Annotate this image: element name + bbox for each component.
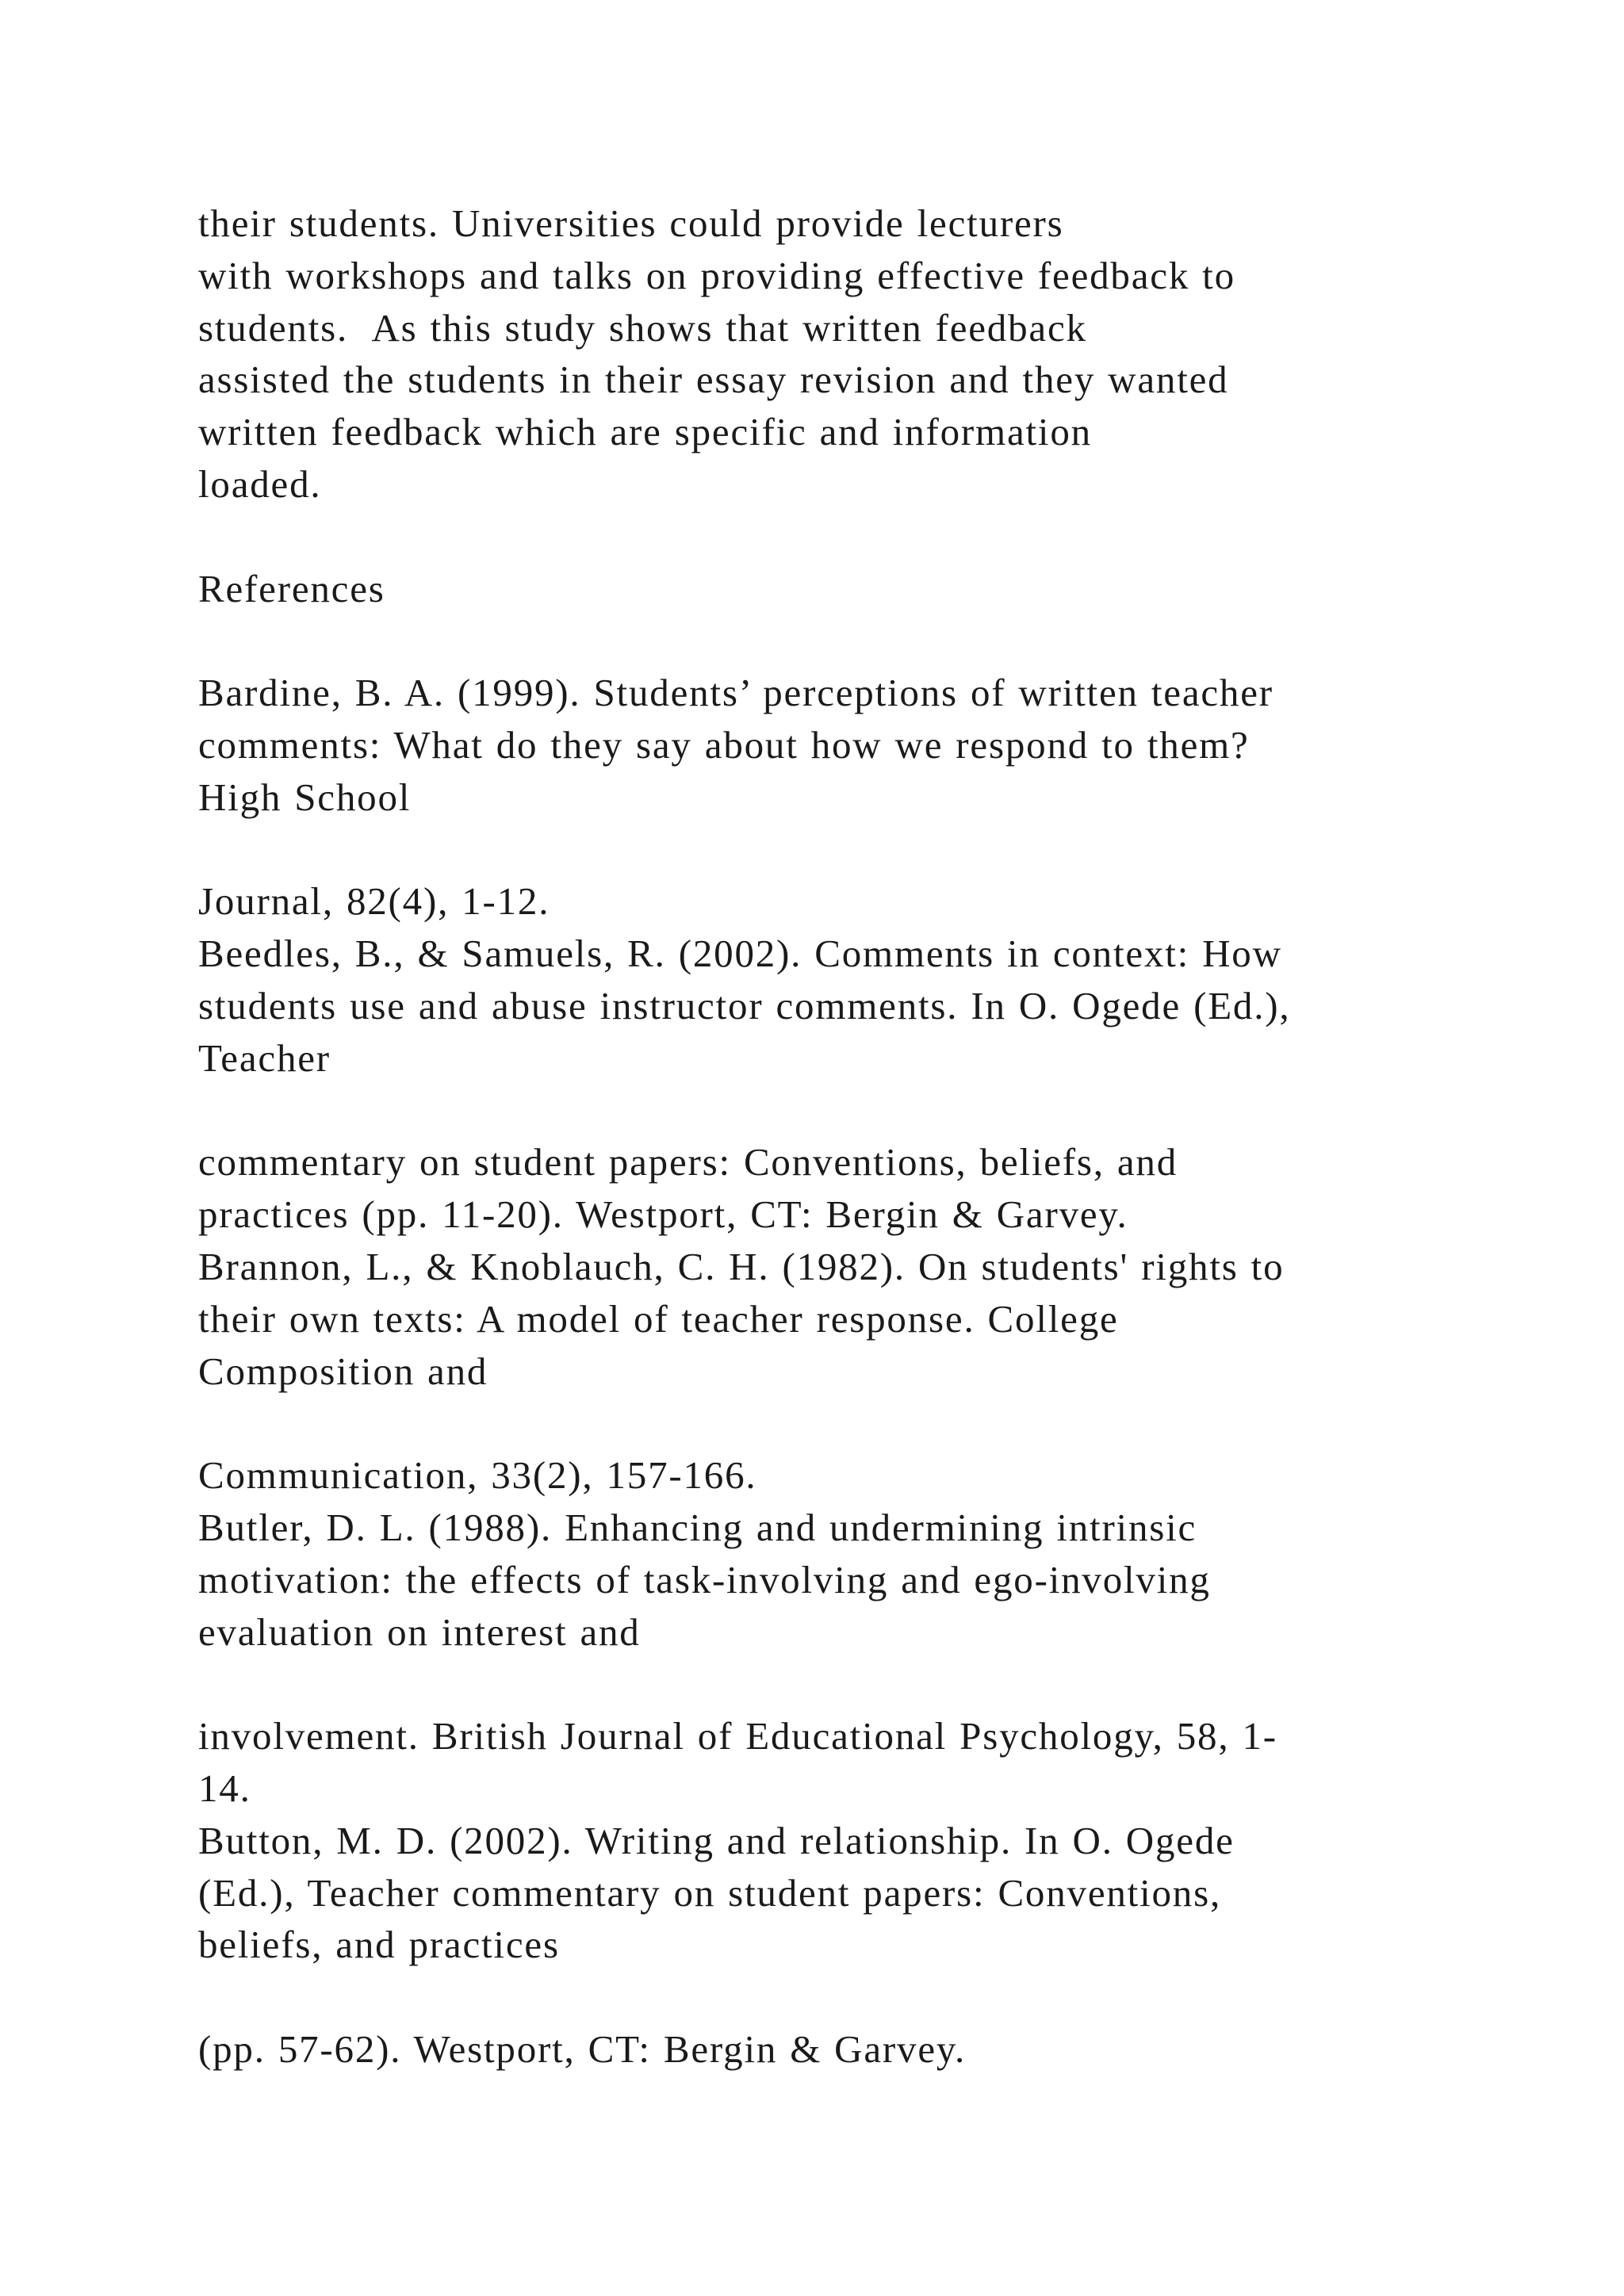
reference-line: Teacher	[198, 1035, 331, 1080]
reference-entry	[198, 1815, 1546, 2076]
closing-paragraph	[198, 197, 1546, 511]
document-body	[198, 197, 1546, 2076]
paragraph-line: written feedback which are specific and information	[198, 410, 1092, 454]
reference-line: motivation: the effects of task-involving and ego-involving	[198, 1557, 1211, 1601]
reference-line: comments: What do they say about how we respond to them?	[198, 722, 1250, 767]
reference-line: Bardine, B. A. (1999). Students’ perceptions of written teacher	[198, 671, 1274, 715]
reference-entry	[198, 928, 1546, 1241]
reference-line: Journal, 82(4), 1-12.	[198, 879, 550, 924]
reference-line: their own texts: A model of teacher response. College	[198, 1296, 1119, 1341]
reference-line: 14.	[198, 1766, 251, 1810]
references-heading: References	[198, 566, 385, 610]
reference-line: Brannon, L., & Knoblauch, C. H. (1982). On students' rights to	[198, 1244, 1285, 1288]
reference-entry	[198, 1502, 1546, 1815]
reference-line: evaluation on interest and	[198, 1609, 641, 1654]
blank-line	[198, 1658, 1546, 1710]
blank-line	[198, 1085, 1546, 1137]
paragraph-line: loaded.	[198, 461, 322, 506]
reference-line: Butler, D. L. (1988). Enhancing and undermining intrinsic	[198, 1505, 1197, 1549]
reference-line: (Ed.), Teacher commentary on student papers: Conventions,	[198, 1870, 1222, 1915]
reference-line: Button, M. D. (2002). Writing and relationship. In O. Ogede	[198, 1818, 1235, 1862]
reference-line: practices (pp. 11-20). Westport, CT: Bergin & Garvey.	[198, 1192, 1128, 1237]
paragraph-line: with workshops and talks on providing effective feedback to	[198, 253, 1235, 297]
blank-line	[198, 1971, 1546, 2023]
blank-line	[198, 1397, 1546, 1449]
reference-entry	[198, 1241, 1546, 1502]
reference-line: High School	[198, 775, 412, 819]
paragraph-line: their students. Universities could provide lecturers	[198, 201, 1064, 245]
reference-line: beliefs, and practices	[198, 1923, 560, 1967]
reference-line: commentary on student papers: Conventions, beliefs, and	[198, 1140, 1178, 1184]
reference-line: Communication, 33(2), 157-166.	[198, 1453, 757, 1498]
reference-line: Composition and	[198, 1349, 488, 1393]
reference-line: (pp. 57-62). Westport, CT: Bergin & Garvey.	[198, 2026, 967, 2071]
blank-line	[198, 614, 1546, 667]
reference-entry	[198, 667, 1546, 928]
blank-line	[198, 824, 1546, 876]
reference-line: involvement. British Journal of Educational Psychology, 58, 1-	[198, 1714, 1277, 1758]
reference-line: Beedles, B., & Samuels, R. (2002). Comments in context: How	[198, 932, 1282, 976]
paragraph-line: students. As this study shows that written feedback	[198, 305, 1087, 350]
reference-line: students use and abuse instructor comments. In O. Ogede (Ed.),	[198, 983, 1291, 1027]
blank-line	[198, 511, 1546, 563]
paragraph-line: assisted the students in their essay revision and they wanted	[198, 358, 1229, 402]
